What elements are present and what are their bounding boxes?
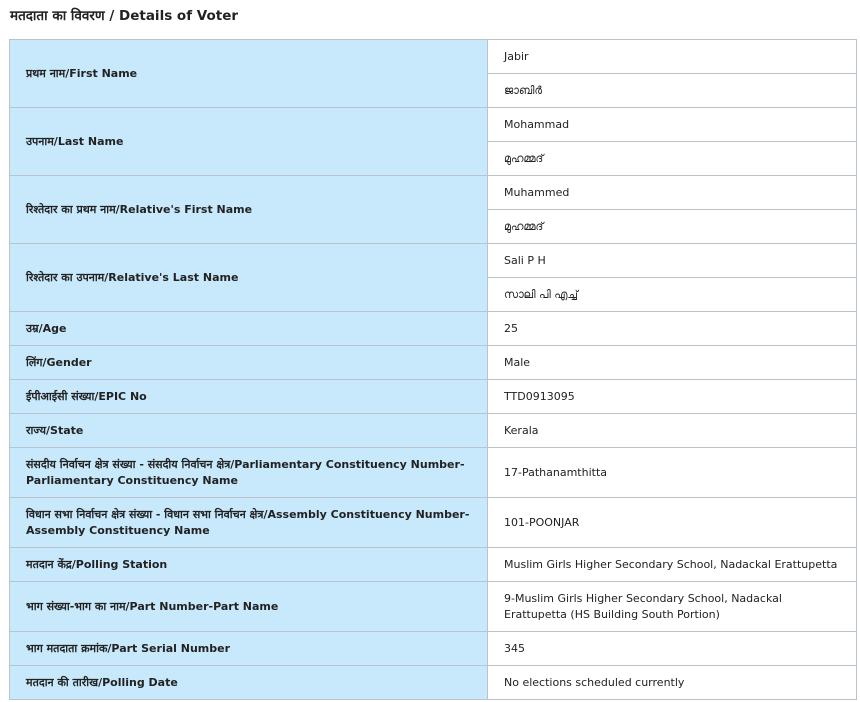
parliamentary-constituency-value: 17-Pathanamthitta — [488, 448, 857, 498]
table-row — [10, 108, 857, 142]
epic-no-value: TTD0913095 — [488, 380, 857, 414]
table-row — [10, 448, 857, 498]
assembly-constituency-value: 101-POONJAR — [488, 498, 857, 548]
age-value: 25 — [488, 312, 857, 346]
table-row — [10, 498, 857, 548]
polling-station-label: मतदान केंद्र/Polling Station — [10, 548, 488, 582]
table-row — [10, 346, 857, 380]
first-name-value-malayalam: ജാബിർ — [488, 74, 857, 108]
table-row — [10, 40, 857, 74]
last-name-label: उपनाम/Last Name — [10, 108, 488, 176]
first-name-value: Jabir — [488, 40, 857, 74]
part-number-name-value: 9-Muslim Girls Higher Secondary School, Nadackal Erattupetta (HS Building South Portion) — [488, 582, 857, 632]
state-value: Kerala — [488, 414, 857, 448]
part-number-name-label: भाग संख्या-भाग का नाम/Part Number-Part Name — [10, 582, 488, 632]
polling-date-value: No elections scheduled currently — [488, 666, 857, 700]
relative-first-name-label: रिश्तेदार का प्रथम नाम/Relative's First Name — [10, 176, 488, 244]
state-label: राज्य/State — [10, 414, 488, 448]
gender-value: Male — [488, 346, 857, 380]
polling-date-label: मतदान की तारीख/Polling Date — [10, 666, 488, 700]
table-row — [10, 548, 857, 582]
epic-no-label: ईपीआईसी संख्या/EPIC No — [10, 380, 488, 414]
relative-first-name-value: Muhammed — [488, 176, 857, 210]
table-row — [10, 582, 857, 632]
relative-last-name-value-malayalam: സാലി പി എച്ച് — [488, 278, 857, 312]
page-title: मतदाता का विवरण / Details of Voter — [10, 8, 239, 24]
relative-first-name-value-malayalam: മുഹമ്മദ് — [488, 210, 857, 244]
table-row — [10, 244, 857, 278]
table-row — [10, 632, 857, 666]
relative-last-name-label: रिश्तेदार का उपनाम/Relative's Last Name — [10, 244, 488, 312]
relative-last-name-value: Sali P H — [488, 244, 857, 278]
table-row — [10, 380, 857, 414]
last-name-value: Mohammad — [488, 108, 857, 142]
table-row — [10, 176, 857, 210]
parliamentary-constituency-label: संसदीय निर्वाचन क्षेत्र संख्या - संसदीय निर्वाचन क्षेत्र/Parliamentary Constituency Number-Parliamentary Constituency Name — [10, 448, 488, 498]
table-row — [10, 312, 857, 346]
table-row — [10, 666, 857, 700]
part-serial-number-value: 345 — [488, 632, 857, 666]
gender-label: लिंग/Gender — [10, 346, 488, 380]
voter-details-table — [9, 39, 857, 700]
assembly-constituency-label: विधान सभा निर्वाचन क्षेत्र संख्या - विधान सभा निर्वाचन क्षेत्र/Assembly Constituency Number-Assembly Constituency Name — [10, 498, 488, 548]
last-name-value-malayalam: മുഹമ്മദ് — [488, 142, 857, 176]
part-serial-number-label: भाग मतदाता क्रमांक/Part Serial Number — [10, 632, 488, 666]
table-row — [10, 414, 857, 448]
polling-station-value: Muslim Girls Higher Secondary School, Nadackal Erattupetta — [488, 548, 857, 582]
age-label: उम्र/Age — [10, 312, 488, 346]
first-name-label: प्रथम नाम/First Name — [10, 40, 488, 108]
